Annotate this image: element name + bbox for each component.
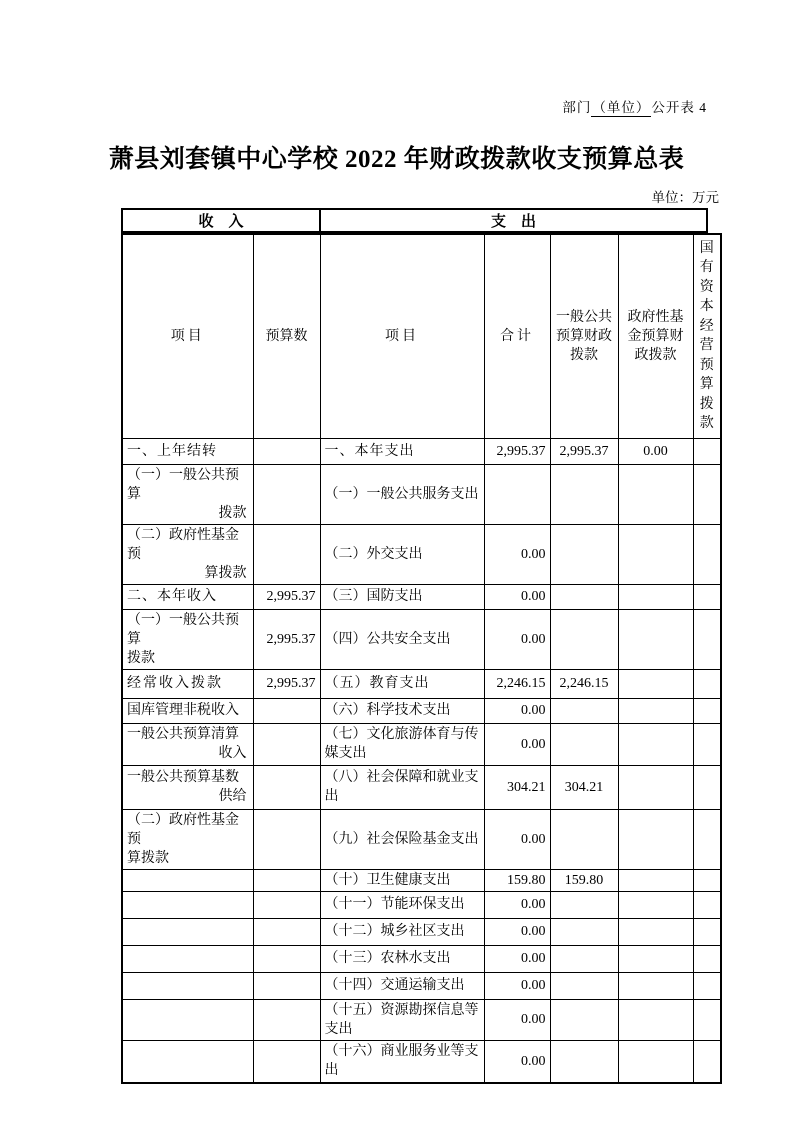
table-row xyxy=(122,669,721,698)
cell-gov-fund-budget xyxy=(618,999,693,1040)
doc-label-underlined: （单位） xyxy=(592,100,651,115)
cell-income-budget xyxy=(253,765,320,809)
cell-general-public-budget: 2,246.15 xyxy=(550,669,618,698)
doc-label-prefix: 部门 xyxy=(562,100,592,115)
cell-general-public-budget xyxy=(550,999,618,1040)
cell-income-budget xyxy=(253,918,320,945)
doc-label-suffix: 公开表 4 xyxy=(651,100,707,115)
page-title: 萧县刘套镇中心学校 2022 年财政拨款收支预算总表 xyxy=(108,146,685,173)
header-expense-item: 项目 xyxy=(320,234,484,438)
cell-expense-item: （十五）资源勘探信息等支出 xyxy=(320,999,484,1040)
cell-gov-fund-budget xyxy=(618,809,693,869)
cell-gov-fund-budget xyxy=(618,918,693,945)
cell-gov-fund-budget xyxy=(618,723,693,765)
table-row xyxy=(122,464,721,524)
cell-total: 0.00 xyxy=(484,698,550,723)
cell-general-public-budget xyxy=(550,891,618,918)
table-band-row xyxy=(121,208,708,233)
cell-income-item xyxy=(122,891,253,918)
cell-state-capital-budget xyxy=(693,609,721,669)
cell-state-capital-budget xyxy=(693,765,721,809)
cell-income-item: （二）政府性基金预 算拨款 xyxy=(122,524,253,584)
cell-income-budget xyxy=(253,999,320,1040)
table-row xyxy=(122,698,721,723)
table-row xyxy=(122,584,721,609)
cell-gov-fund-budget xyxy=(618,972,693,999)
cell-income-budget xyxy=(253,723,320,765)
cell-total xyxy=(484,464,550,524)
header-row xyxy=(122,234,721,438)
cell-total: 0.00 xyxy=(484,891,550,918)
cell-general-public-budget: 2,995.37 xyxy=(550,438,618,464)
cell-total: 0.00 xyxy=(484,584,550,609)
header-gov-fund-budget: 政府性基金预算财政拨款 xyxy=(618,234,693,438)
cell-state-capital-budget xyxy=(693,438,721,464)
band-expense-label: 支 出 xyxy=(490,214,536,230)
cell-state-capital-budget xyxy=(693,584,721,609)
cell-gov-fund-budget xyxy=(618,891,693,918)
cell-expense-item: （五）教育支出 xyxy=(320,669,484,698)
cell-income-item: 国库管理非税收入 xyxy=(122,698,253,723)
cell-total: 0.00 xyxy=(484,723,550,765)
table-row xyxy=(122,809,721,869)
table-row xyxy=(122,869,721,891)
cell-income-budget xyxy=(253,809,320,869)
cell-income-budget xyxy=(253,438,320,464)
cell-general-public-budget xyxy=(550,1040,618,1083)
cell-income-item xyxy=(122,918,253,945)
cell-general-public-budget: 304.21 xyxy=(550,765,618,809)
cell-gov-fund-budget xyxy=(618,464,693,524)
cell-expense-item: （十六）商业服务业等支出 xyxy=(320,1040,484,1083)
cell-expense-item: （十一）节能环保支出 xyxy=(320,891,484,918)
cell-general-public-budget xyxy=(550,524,618,584)
cell-general-public-budget xyxy=(550,698,618,723)
band-income-label: 收 入 xyxy=(123,210,321,231)
cell-income-item: 一般公共预算清算 收入 xyxy=(122,723,253,765)
header-total: 合计 xyxy=(484,234,550,438)
cell-income-item: （一）一般公共预算 拨款 xyxy=(122,609,253,669)
cell-total: 2,246.15 xyxy=(484,669,550,698)
cell-state-capital-budget xyxy=(693,524,721,584)
cell-expense-item: （九）社会保险基金支出 xyxy=(320,809,484,869)
cell-state-capital-budget xyxy=(693,891,721,918)
cell-income-budget xyxy=(253,869,320,891)
cell-income-item: 二、本年收入 xyxy=(122,584,253,609)
cell-income-budget xyxy=(253,524,320,584)
cell-total: 0.00 xyxy=(484,972,550,999)
cell-gov-fund-budget xyxy=(618,869,693,891)
cell-state-capital-budget xyxy=(693,972,721,999)
cell-expense-item: （十三）农林水支出 xyxy=(320,945,484,972)
cell-general-public-budget xyxy=(550,584,618,609)
cell-state-capital-budget xyxy=(693,945,721,972)
cell-income-item xyxy=(122,945,253,972)
doc-label xyxy=(562,96,707,116)
cell-total: 2,995.37 xyxy=(484,438,550,464)
cell-gov-fund-budget xyxy=(618,669,693,698)
cell-expense-item: （一）一般公共服务支出 xyxy=(320,464,484,524)
cell-income-item xyxy=(122,1040,253,1083)
cell-total: 159.80 xyxy=(484,869,550,891)
table-row xyxy=(122,524,721,584)
unit-note: 单位：万元 xyxy=(651,190,719,205)
cell-income-item: （一）一般公共预算 拨款 xyxy=(122,464,253,524)
cell-state-capital-budget xyxy=(693,464,721,524)
cell-gov-fund-budget xyxy=(618,765,693,809)
cell-income-budget xyxy=(253,891,320,918)
cell-total: 304.21 xyxy=(484,765,550,809)
cell-state-capital-budget xyxy=(693,669,721,698)
cell-gov-fund-budget xyxy=(618,945,693,972)
cell-state-capital-budget xyxy=(693,999,721,1040)
cell-total: 0.00 xyxy=(484,918,550,945)
cell-general-public-budget: 159.80 xyxy=(550,869,618,891)
cell-income-budget xyxy=(253,1040,320,1083)
cell-gov-fund-budget xyxy=(618,584,693,609)
header-income-budget: 预算数 xyxy=(253,234,320,438)
table-row xyxy=(122,891,721,918)
cell-general-public-budget xyxy=(550,609,618,669)
cell-general-public-budget xyxy=(550,972,618,999)
header-general-public-budget: 一般公共预算财政拨款 xyxy=(550,234,618,438)
cell-expense-item: （二）外交支出 xyxy=(320,524,484,584)
cell-expense-item: （八）社会保障和就业支出 xyxy=(320,765,484,809)
cell-total: 0.00 xyxy=(484,1040,550,1083)
cell-income-item: 一、上年结转 xyxy=(122,438,253,464)
cell-total: 0.00 xyxy=(484,609,550,669)
cell-state-capital-budget xyxy=(693,1040,721,1083)
cell-income-budget xyxy=(253,464,320,524)
cell-gov-fund-budget xyxy=(618,609,693,669)
cell-gov-fund-budget xyxy=(618,698,693,723)
cell-income-item xyxy=(122,869,253,891)
table-row xyxy=(122,609,721,669)
cell-general-public-budget xyxy=(550,723,618,765)
cell-state-capital-budget xyxy=(693,723,721,765)
header-income-item: 项目 xyxy=(122,234,253,438)
table-row xyxy=(122,1040,721,1083)
cell-income-item xyxy=(122,972,253,999)
cell-state-capital-budget xyxy=(693,918,721,945)
table-row xyxy=(122,945,721,972)
cell-income-budget: 2,995.37 xyxy=(253,584,320,609)
budget-table xyxy=(121,233,722,1084)
cell-income-item: 经常收入拨款 xyxy=(122,669,253,698)
table-row xyxy=(122,438,721,464)
cell-general-public-budget xyxy=(550,918,618,945)
cell-state-capital-budget xyxy=(693,869,721,891)
cell-expense-item: 一、本年支出 xyxy=(320,438,484,464)
cell-general-public-budget xyxy=(550,464,618,524)
cell-general-public-budget xyxy=(550,945,618,972)
cell-income-item: 一般公共预算基数 供给 xyxy=(122,765,253,809)
cell-expense-item: （四）公共安全支出 xyxy=(320,609,484,669)
cell-expense-item: （十）卫生健康支出 xyxy=(320,869,484,891)
cell-expense-item: （六）科学技术支出 xyxy=(320,698,484,723)
cell-expense-item: （三）国防支出 xyxy=(320,584,484,609)
cell-gov-fund-budget xyxy=(618,1040,693,1083)
cell-total: 0.00 xyxy=(484,999,550,1040)
cell-state-capital-budget xyxy=(693,698,721,723)
cell-general-public-budget xyxy=(550,809,618,869)
cell-expense-item: （七）文化旅游体育与传媒支出 xyxy=(320,723,484,765)
table-row xyxy=(122,972,721,999)
cell-income-item: （二）政府性基金预 算拨款 xyxy=(122,809,253,869)
cell-total: 0.00 xyxy=(484,945,550,972)
cell-expense-item: （十四）交通运输支出 xyxy=(320,972,484,999)
cell-income-budget xyxy=(253,698,320,723)
cell-income-budget xyxy=(253,972,320,999)
cell-income-budget: 2,995.37 xyxy=(253,669,320,698)
cell-income-item xyxy=(122,999,253,1040)
cell-expense-item: （十二）城乡社区支出 xyxy=(320,918,484,945)
header-state-capital-budget: 国有资本经营预算拨款 xyxy=(693,234,721,438)
cell-gov-fund-budget xyxy=(618,524,693,584)
cell-income-budget xyxy=(253,945,320,972)
cell-income-budget: 2,995.37 xyxy=(253,609,320,669)
table-row xyxy=(122,918,721,945)
cell-state-capital-budget xyxy=(693,809,721,869)
cell-gov-fund-budget: 0.00 xyxy=(618,438,693,464)
cell-total: 0.00 xyxy=(484,809,550,869)
table-row xyxy=(122,999,721,1040)
table-row xyxy=(122,723,721,765)
cell-total: 0.00 xyxy=(484,524,550,584)
table-row xyxy=(122,765,721,809)
